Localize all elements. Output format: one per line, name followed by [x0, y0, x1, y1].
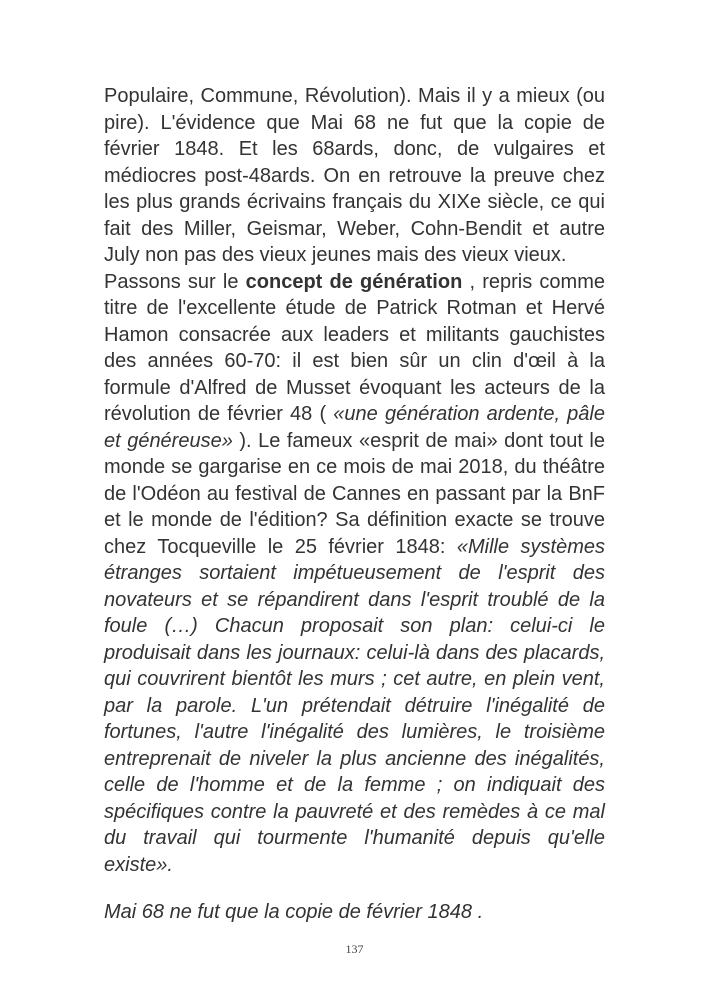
text-segment: de l'Odéon au festival de Cannes en passant par la BnF: [104, 482, 605, 505]
text-line: [104, 719, 605, 746]
text-segment: février 1848. Et les 68ards, donc, de vulgaires et: [104, 138, 605, 160]
text-line: [104, 163, 605, 190]
text-segment: Populaire, Commune, Révolution). Mais il y a mieux (ou: [104, 85, 605, 107]
italic-quote-text: existe».: [104, 853, 173, 876]
text-segment: ). Le fameux «esprit de mai» dont tout le: [232, 429, 605, 452]
text-line: [104, 242, 605, 269]
text-segment: des années 60-70: il est bien sûr un clin d'œil à la: [104, 350, 605, 372]
italic-quote-text: «une génération ardente, pâle: [333, 403, 605, 425]
italic-quote-text: qui couvrirent bientôt les murs ; cet autre, en plein vent,: [104, 668, 605, 690]
italic-quote-text: spécifiques contre la pauvreté et des remèdes à ce mal: [104, 800, 605, 823]
text-line: [104, 322, 605, 349]
text-segment: July non pas des vieux jeunes mais des vieux vieux.: [104, 244, 567, 266]
italic-quote-text: étranges sortaient impétueusement de l'esprit des: [104, 562, 605, 584]
bold-text: concept de génération: [245, 270, 463, 293]
text-segment: monde se gargarise en ce mois de mai 2018, du théâtre: [104, 456, 605, 478]
text-line: [104, 693, 605, 720]
italic-quote-text: par la parole. L'un prétendait détruire l'inégalité de: [104, 694, 605, 717]
text-line: [104, 825, 605, 852]
text-line: [104, 428, 605, 455]
italic-quote-text: novateurs et se répandirent dans l'esprit troublé de la: [104, 588, 605, 611]
italic-quote-text: fortunes, l'autre l'inégalité des lumières, le troisième: [104, 721, 605, 743]
text-segment: révolution de février 48 (: [104, 403, 334, 425]
text-line: [104, 772, 605, 799]
text-line: [104, 640, 605, 667]
text-line: [104, 481, 605, 508]
italic-quote-text: «Mille systèmes: [456, 535, 605, 558]
text-segment: les plus grands écrivains français du XIXe siècle, ce qui: [104, 191, 605, 213]
italic-quote-text: et généreuse»: [104, 429, 233, 452]
text-segment: et le monde de l'édition? Sa définition exacte se trouve: [104, 509, 605, 531]
text-segment: Hamon consacrée aux leaders et militants gauchistes: [104, 323, 605, 346]
text-line: [104, 507, 605, 534]
text-line: [104, 799, 605, 826]
text-segment: titre de l'excellente étude de Patrick Rotman et Hervé: [104, 297, 605, 319]
text-line: [104, 110, 605, 137]
text-segment: Passons sur le: [104, 270, 246, 293]
text-line: [104, 666, 605, 693]
italic-quote-text: produisait dans les journaux: celui-là dans des placards,: [104, 641, 605, 664]
text-segment: fait des Miller, Geismar, Weber, Cohn-Bendit et autre: [104, 217, 605, 240]
text-line: [104, 587, 605, 614]
text-line: [104, 83, 605, 110]
text-line: [104, 136, 605, 163]
italic-quote-text: foule (…) Chacun proposait son plan: celui-ci le: [104, 615, 605, 637]
body-text: [104, 83, 605, 878]
text-segment: médiocres post-48ards. On en retrouve la preuve chez: [104, 164, 605, 187]
text-line: [104, 189, 605, 216]
text-line: [104, 295, 605, 322]
text-line: [104, 454, 605, 481]
italic-quote-text: entreprenait de niveler la plus ancienne des inégalités,: [104, 747, 605, 770]
text-line: [104, 852, 605, 879]
text-line: [104, 613, 605, 640]
page-number: 137: [345, 942, 364, 956]
text-line: [104, 560, 605, 587]
closing-statement: Mai 68 ne fut que la copie de février 1848 .: [104, 901, 484, 923]
text-line: [104, 348, 605, 375]
text-line: [104, 269, 605, 296]
text-segment: , repris comme: [462, 270, 605, 293]
text-segment: pire). L'évidence que Mai 68 ne fut que la copie de: [104, 111, 605, 134]
text-line: [104, 534, 605, 561]
text-segment: chez Tocqueville le 25 février 1848:: [104, 535, 457, 558]
italic-quote-text: du travail qui tourmente l'humanité depuis qu'elle: [104, 827, 605, 849]
text-line: [104, 216, 605, 243]
text-line: [104, 375, 605, 402]
italic-quote-text: celle de l'homme et de la femme ; on indiquait des: [104, 774, 605, 796]
text-segment: formule d'Alfred de Musset évoquant les acteurs de la: [104, 376, 605, 399]
text-line: [104, 746, 605, 773]
text-line: [104, 401, 605, 428]
